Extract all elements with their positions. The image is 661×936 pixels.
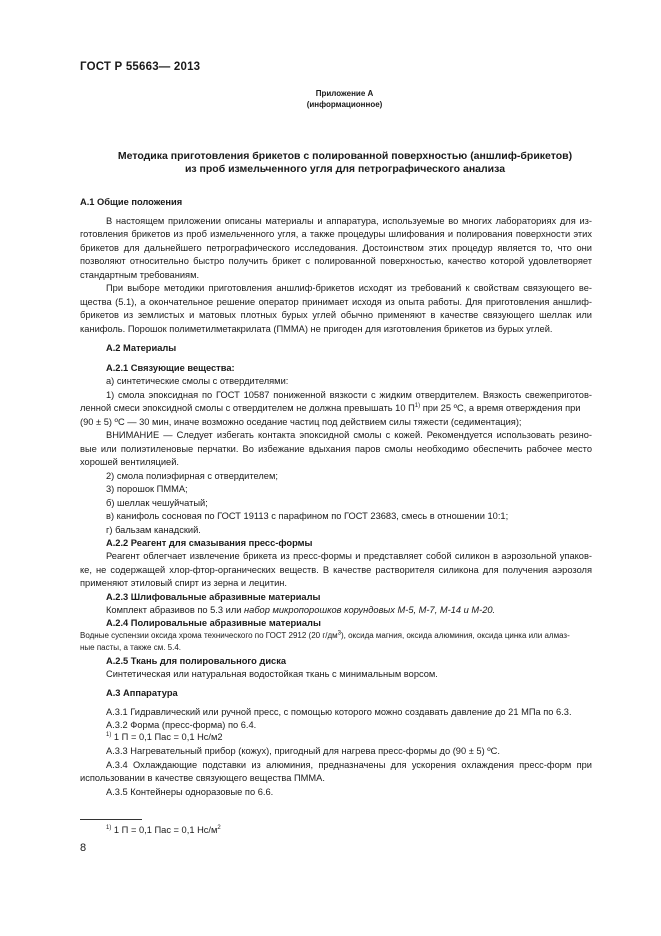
subsection-heading: А.2.1 Связующие вещества: bbox=[106, 363, 235, 373]
paragraph-line: Синтетическая или натуральная водостойкая ткань с минимальным ворсом. bbox=[106, 669, 438, 679]
paragraph-line: При выборе методики приготовления аншлиф-брикетов исходят из требований к свойствам связующего ве- bbox=[106, 283, 592, 293]
annex-type: (информационное) bbox=[306, 100, 383, 109]
page-number: 8 bbox=[80, 842, 87, 854]
text-span: Комплект абразивов по 5.3 или bbox=[106, 605, 245, 615]
title-line-2: из проб измельченного угля для петрографического анализа bbox=[184, 163, 506, 175]
footnote bbox=[80, 824, 592, 837]
footnote-marker: 1) bbox=[106, 824, 112, 831]
text-span: при 25 ºС, а время отверждения при bbox=[420, 403, 581, 413]
footnote-ref: 1) bbox=[106, 731, 112, 738]
paragraph-line: А.3.2 Форма (пресс-форма) по 6.4. bbox=[106, 720, 257, 730]
warning-line: хорошей вентиляцией. bbox=[80, 457, 179, 467]
paragraph-line: В настоящем приложении описаны материалы и аппаратура, используемые во многих лабораториях для из- bbox=[106, 216, 592, 226]
paragraph-line: применяют этиловый спирт из зерна и лецитин. bbox=[80, 578, 287, 588]
footnote-separator bbox=[80, 819, 142, 820]
document-title bbox=[90, 150, 600, 176]
paragraph-line: брикетов из землистых и матовых плотных бурых углей обычно применяют в качестве связующего шеллак или bbox=[80, 310, 592, 320]
paragraph-line: Реагент облегчает извлечение брикета из пресс-формы и представляет собой силикон в аэрозольной упаков- bbox=[106, 551, 592, 561]
superscript: 3 bbox=[337, 630, 341, 637]
paragraph-line: А.3.5 Контейнеры одноразовые по 6.6. bbox=[106, 787, 274, 797]
paragraph-line bbox=[80, 604, 592, 617]
section-heading: А.1 Общие положения bbox=[80, 197, 183, 207]
text-span-italic: набор микропорошков корундовых М-5, М-7, М-14 и М-20. bbox=[244, 605, 496, 615]
list-item: 2) смола полиэфирная с отвердителем; bbox=[106, 471, 278, 481]
paragraph-line: щества (5.1), а окончательное решение оператор принимает исходя из опыта работы. Для приготовления аншлиф- bbox=[80, 297, 592, 307]
paragraph-line: А.3.3 Нагревательный прибор (кожух), пригодный для нагрева пресс-формы до (90 ± 5) ºС. bbox=[106, 746, 500, 756]
text-span: ленной смеси эпоксидной смолы с отвердителем не должна превышать 10 П bbox=[80, 403, 415, 413]
text-span: Водные суспензии оксида хрома технического по ГОСТ 2912 (20 г/дм bbox=[80, 631, 338, 640]
subsection-heading: А.2.2 Реагент для смазывания пресс-формы bbox=[106, 538, 313, 548]
section-heading: А.3 Аппаратура bbox=[106, 688, 178, 698]
paragraph-line: брикетов для дальнейшего петрографического исследования. Достоинством этих процедур является то, что они bbox=[80, 243, 592, 253]
list-item: а) синтетические смолы с отвердителями: bbox=[106, 376, 289, 386]
paragraph-line: стандартным требованиям. bbox=[80, 270, 200, 280]
list-item: в) канифоль сосновая по ГОСТ 19113 с парафином по ГОСТ 23683, смесь в отношении 10:1; bbox=[106, 511, 509, 521]
warning-line: вые или полиэтиленовые перчатки. Во избежание вдыхания паров смолы необходимо обеспечить рабочее место bbox=[80, 444, 592, 454]
subsection-heading: А.2.3 Шлифовальные абразивные материалы bbox=[106, 592, 321, 602]
section-heading: А.2 Материалы bbox=[106, 343, 177, 353]
paragraph-line bbox=[80, 402, 592, 415]
paragraph-line-small: ные пасты, а также см. 5.4. bbox=[80, 643, 181, 652]
subsection-heading: А.2.5 Ткань для полировального диска bbox=[106, 656, 287, 666]
text-span: 1 П = 0,1 Пас = 0,1 Нс/м2 bbox=[111, 732, 223, 742]
list-item: 1) смола эпоксидная по ГОСТ 10587 пониженной вязкости с жидким отвердителем. Вязкость свежеприготов- bbox=[106, 390, 592, 400]
paragraph-line: использовании в качестве связующего вещества ПММА. bbox=[80, 773, 325, 783]
paragraph-line: А.3.1 Гидравлический или ручной пресс, с помощью которого можно создавать давление до 21 МПа по 6.3. bbox=[106, 707, 572, 717]
footnote-ref: 1) bbox=[414, 402, 421, 409]
paragraph-line: готовления брикетов из проб измельченного угля, а также процедуры шлифования и полирования поверхности этих bbox=[80, 229, 592, 239]
paragraph-line: (90 ± 5) ºС — 30 мин, иначе возможно оседание частиц под действием силы тяжести (седиментация); bbox=[80, 417, 522, 427]
list-item: б) шеллак чешуйчатый; bbox=[106, 498, 208, 508]
paragraph-line: А.3.4 Охлаждающие подставки из алюминия, предназначены для ускорения охлаждения пресс-форм при bbox=[106, 760, 592, 770]
standard-header: ГОСТ Р 55663— 2013 bbox=[80, 61, 201, 73]
subsection-heading: А.2.4 Полировальные абразивные материалы bbox=[106, 618, 321, 628]
list-item: г) бальзам канадский. bbox=[106, 525, 201, 535]
paragraph-line bbox=[80, 731, 592, 744]
warning-line: ВНИМАНИЕ — Следует избегать контакта эпоксидной смолы с кожей. Рекомендуется использовать резино- bbox=[106, 430, 592, 440]
text-span: ), оксида магния, оксида алюминия, оксида цинка или алмаз- bbox=[340, 631, 570, 640]
paragraph-line: ке, не содержащей хлор-фтор-органических веществ. В качестве растворителя силикона для получения аэрозоля bbox=[80, 565, 592, 575]
paragraph-line: канифоль. Порошок полиметилметакрилата (ПММА) не пригоден для изготовления брикетов из бурых углей. bbox=[80, 324, 553, 334]
title-line-1: Методика приготовления брикетов с полированной поверхностью (аншлиф-брикетов) bbox=[117, 150, 573, 162]
footnote-text: 1 П = 0,1 Пас = 0,1 Нс/м bbox=[111, 825, 218, 835]
list-item: 3) порошок ПММА; bbox=[106, 484, 188, 494]
superscript: 2 bbox=[217, 824, 221, 831]
paragraph-line: позволяют относительно быстро получить брикет с полированной поверхностью, качество которой удовлетворяет bbox=[80, 256, 592, 266]
annex-title: Приложение А bbox=[315, 89, 374, 98]
